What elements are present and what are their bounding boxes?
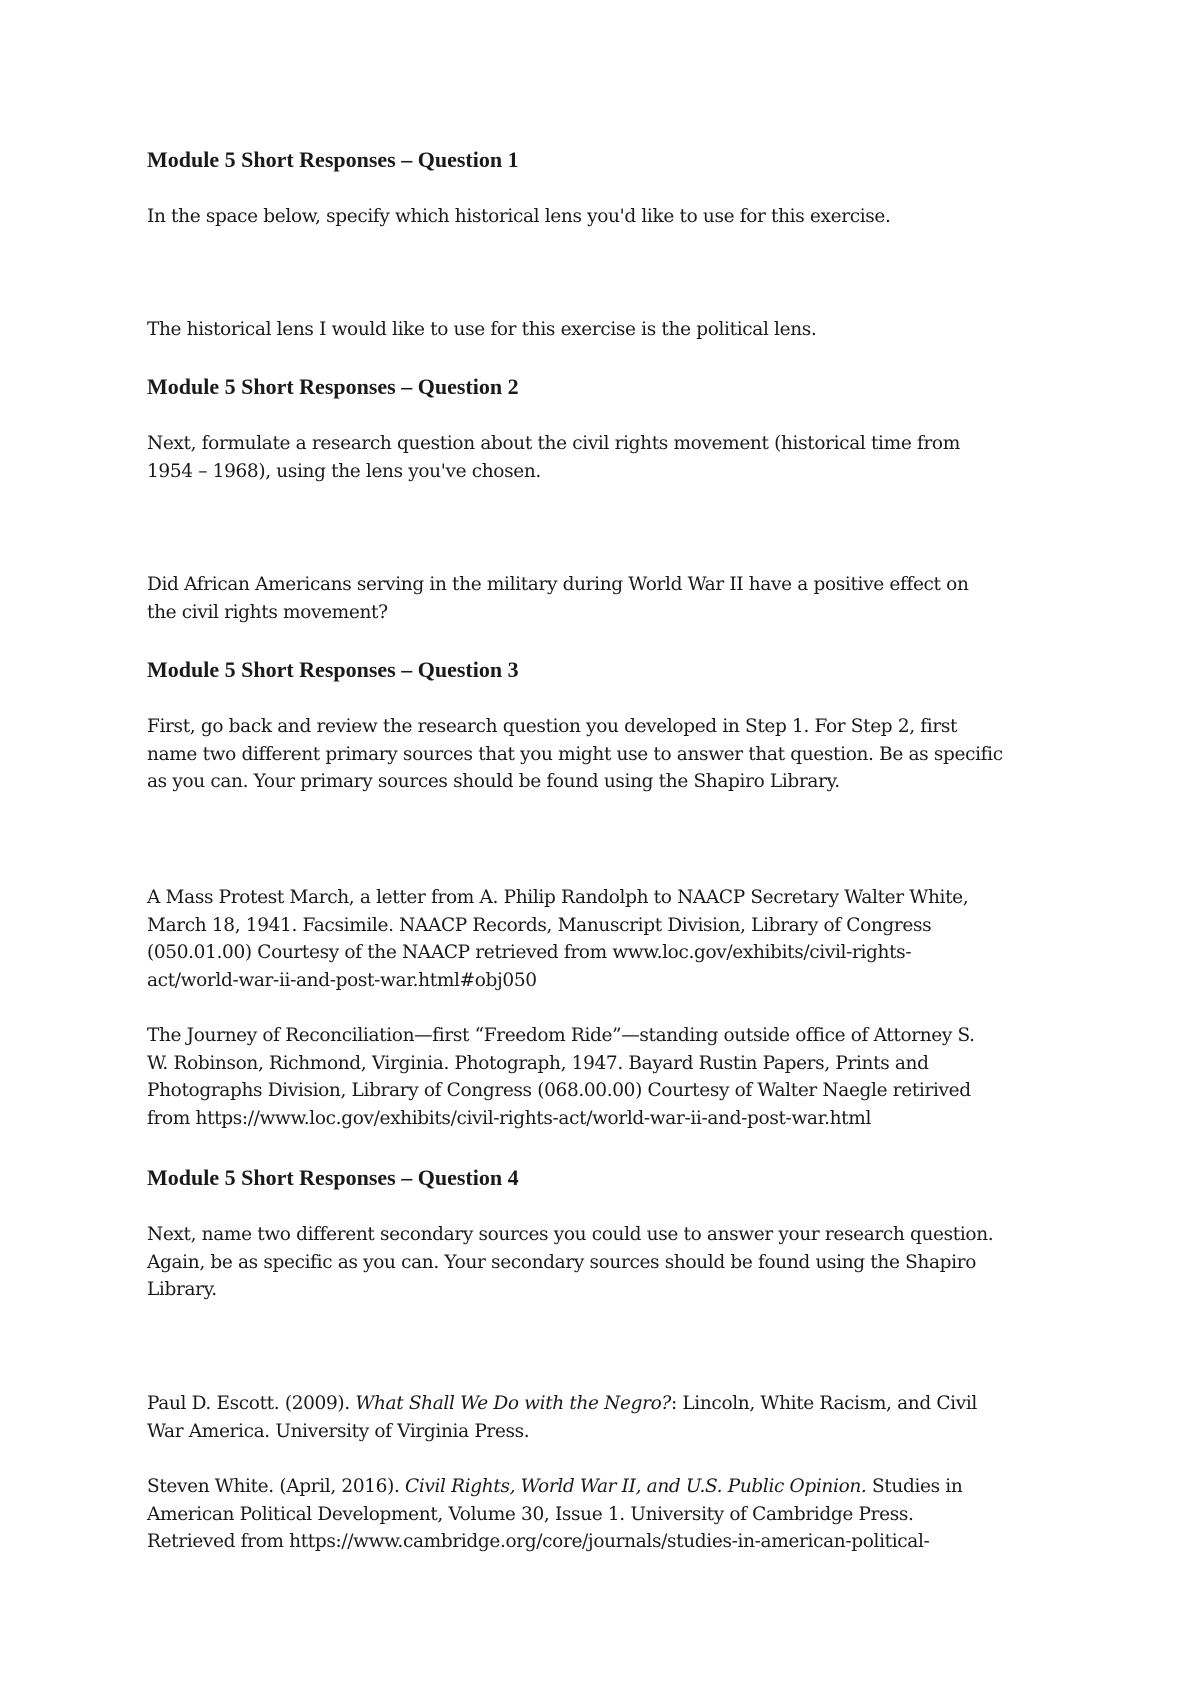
primary-source-2-line: The Journey of Reconciliation—first “Freedom Ride”—standing outside office of Attorney S. — [147, 1025, 975, 1046]
secondary-source-2 — [147, 1473, 1067, 1556]
question-3-prompt-line: First, go back and review the research question you developed in Step 1. For Step 2, first — [147, 716, 958, 737]
question-2-prompt-line: Next, formulate a research question about the civil rights movement (historical time from — [147, 433, 960, 454]
question-2-heading: Module 5 Short Responses – Question 2 — [147, 374, 519, 399]
question-1-prompt — [147, 203, 1067, 231]
document-page — [147, 0, 1067, 1698]
secondary-source-2-line: American Political Development, Volume 30, Issue 1. University of Cambridge Press. — [147, 1503, 914, 1525]
question-1-answer-line: The historical lens I would like to use for this exercise is the political lens. — [147, 319, 817, 340]
secondary-source-2-lead: Steven White. (April, 2016). — [147, 1476, 406, 1497]
question-3-heading: Module 5 Short Responses – Question 3 — [147, 657, 519, 682]
question-3-prompt-line: name two different primary sources that you might use to answer that question. Be as specific — [147, 743, 1003, 765]
question-4-prompt — [147, 1221, 1067, 1304]
secondary-source-2-title: Civil Rights, World War II, and U.S. Public Opinion. — [405, 1476, 867, 1497]
primary-source-1-line: March 18, 1941. Facsimile. NAACP Records, Manuscript Division, Library of Congress — [147, 914, 932, 936]
primary-source-1-line: (050.01.00) Courtesy of the NAACP retrieved from www.loc.gov/exhibits/civil-rights- — [147, 942, 912, 963]
primary-source-1 — [147, 884, 1067, 994]
question-4-heading: Module 5 Short Responses – Question 4 — [147, 1165, 519, 1190]
question-1-answer — [147, 316, 1067, 344]
question-3-prompt-line: as you can. Your primary sources should be found using the Shapiro Library. — [147, 771, 840, 792]
question-2-answer-line: the civil rights movement? — [147, 601, 388, 623]
question-1-heading: Module 5 Short Responses – Question 1 — [147, 147, 519, 172]
secondary-source-2-rest: Studies in — [866, 1476, 963, 1497]
secondary-source-2-line: Retrieved from https://www.cambridge.org/core/journals/studies-in-american-political- — [147, 1531, 930, 1552]
secondary-source-1-title: What Shall We Do with the Negro? — [355, 1393, 671, 1414]
question-4-prompt-line: Next, name two different secondary sources you could use to answer your research question. — [147, 1224, 994, 1245]
primary-source-2 — [147, 1022, 1067, 1132]
primary-source-2-line: from https://www.loc.gov/exhibits/civil-rights-act/world-war-ii-and-post-war.html — [147, 1107, 872, 1129]
secondary-source-2-line — [147, 1473, 1067, 1501]
question-1-prompt-line: In the space below, specify which historical lens you'd like to use for this exercise. — [147, 206, 891, 227]
primary-source-1-line: A Mass Protest March, a letter from A. Philip Randolph to NAACP Secretary Walter White, — [147, 887, 969, 908]
question-3-prompt — [147, 713, 1067, 796]
primary-source-1-line: act/world-war-ii-and-post-war.html#obj050 — [147, 969, 537, 991]
question-2-prompt-line: 1954 – 1968), using the lens you've chosen. — [147, 460, 541, 482]
question-4-prompt-line: Again, be as specific as you can. Your secondary sources should be found using the Shapiro — [147, 1251, 976, 1273]
question-4-prompt-line: Library. — [147, 1279, 217, 1300]
question-2-answer-line: Did African Americans serving in the military during World War II have a positive effect on — [147, 574, 969, 595]
secondary-source-1-rest: : Lincoln, White Racism, and Civil — [670, 1393, 977, 1414]
primary-source-2-line: W. Robinson, Richmond, Virginia. Photograph, 1947. Bayard Rustin Papers, Prints and — [147, 1052, 929, 1074]
question-2-answer — [147, 571, 1067, 626]
question-2-prompt — [147, 430, 1067, 485]
secondary-source-1-line: War America. University of Virginia Press. — [147, 1420, 530, 1442]
secondary-source-1-line — [147, 1390, 1067, 1418]
secondary-source-1-lead: Paul D. Escott. (2009). — [147, 1393, 356, 1414]
primary-source-2-line: Photographs Division, Library of Congress (068.00.00) Courtesy of Walter Naegle retirived — [147, 1080, 971, 1101]
secondary-source-1 — [147, 1390, 1067, 1445]
